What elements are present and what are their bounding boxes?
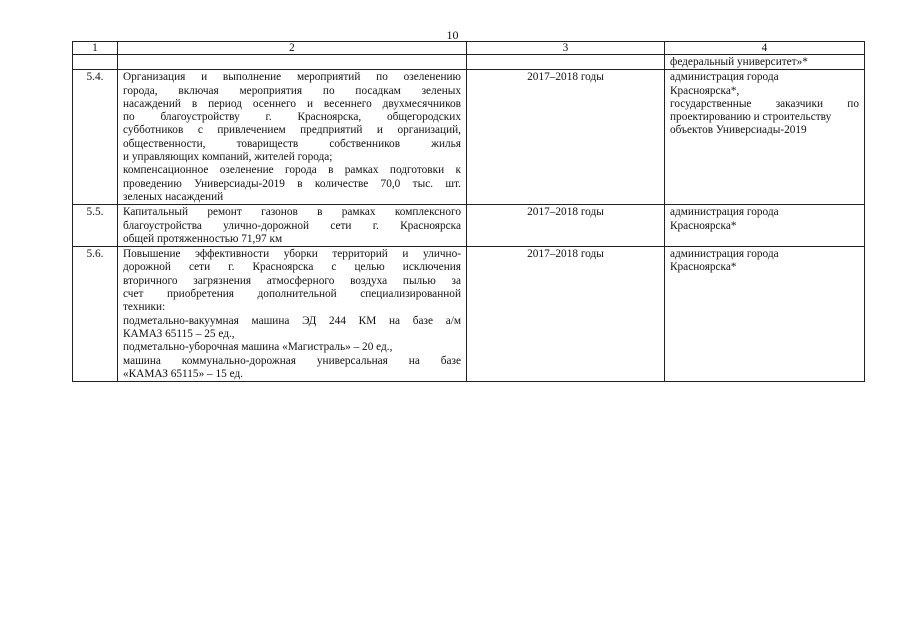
row-description [118,205,467,247]
description-line: «КАМАЗ 65115» – 15 ед. [123,367,244,380]
row-period: 2017–2018 годы [467,70,665,205]
description-line: подметально-вакуумная машина ЭД 244 КМ на базе а/м [123,314,461,327]
row-executor [665,205,865,247]
description-line: общей протяженностью 71,97 км [123,232,283,245]
table-row [73,247,865,382]
description-line: счет приобретения дополнительной специализированной [123,288,461,301]
description-line: дорожной сети г. Красноярска с целью исключения [123,261,461,274]
description-line: насаждений в период осеннего и весеннего двухмесячников [123,97,461,110]
description-line: благоустройства улично-дорожной сети г. Красноярска [123,219,461,232]
description-line: общественности, товариществ собственников жилья [123,137,461,150]
description-line: вторичного загрязнения атмосферного воздуха пылью за [123,274,461,287]
table-row [73,205,865,247]
executor-line: проектированию и строительству [670,111,832,124]
row-period: 2017–2018 годы [467,247,665,382]
description-line: зеленых насаждений [123,190,224,203]
row-period: 2017–2018 годы [467,205,665,247]
row-number: 5.6. [73,247,118,382]
description-line: техники: [123,301,166,314]
row-description [118,247,467,382]
description-line: города, включая мероприятия по посадкам зеленых [123,84,461,97]
description-line: машина коммунально-дорожная универсальная на базе [123,354,461,367]
row-number: 5.4. [73,70,118,205]
description-line: проведению Универсиады-2019 в количестве 70,0 тыс. шт. [123,177,461,190]
measures-table [72,41,865,382]
description-line: субботников с привлечением предприятий и организаций, [123,124,461,137]
description-line: подметально-уборочная машина «Магистраль» – 20 ед., [123,341,393,354]
description-line: компенсационное озеленение города в рамках подготовки к [123,164,461,177]
executor-line: администрация города [670,71,779,84]
page-number: 10 [446,28,459,42]
executor-line: Красноярска*, [670,84,740,97]
description-line: по благоустройству г. Красноярска, общегородских [123,111,461,124]
column-header-3: 3 [467,42,665,55]
continuation-row [73,55,865,70]
description-line: Организация и выполнение мероприятий по озеленению [123,71,461,84]
column-header-2: 2 [118,42,467,55]
row-executor [665,70,865,205]
description-line: КАМАЗ 65115 – 25 ед., [123,327,235,340]
description-line: Капитальный ремонт газонов в рамках комплексного [123,206,461,219]
executor-line: администрация города [670,248,779,261]
row-executor [665,247,865,382]
executor-line: Красноярска* [670,261,737,274]
continuation-executor: федеральный университет»* [665,55,865,70]
description-line: и управляющих компаний, жителей города; [123,151,333,164]
column-header-4: 4 [665,42,865,55]
executor-line: объектов Универсиады-2019 [670,124,807,137]
row-number: 5.5. [73,205,118,247]
column-header-1: 1 [73,42,118,55]
description-line: Повышение эффективности уборки территорий и улично- [123,248,461,261]
executor-line: Красноярска* [670,219,737,232]
table-row [73,70,865,205]
column-header-row [73,42,865,55]
row-description [118,70,467,205]
executor-line: государственные заказчики по [670,97,859,110]
executor-line: администрация города [670,206,779,219]
